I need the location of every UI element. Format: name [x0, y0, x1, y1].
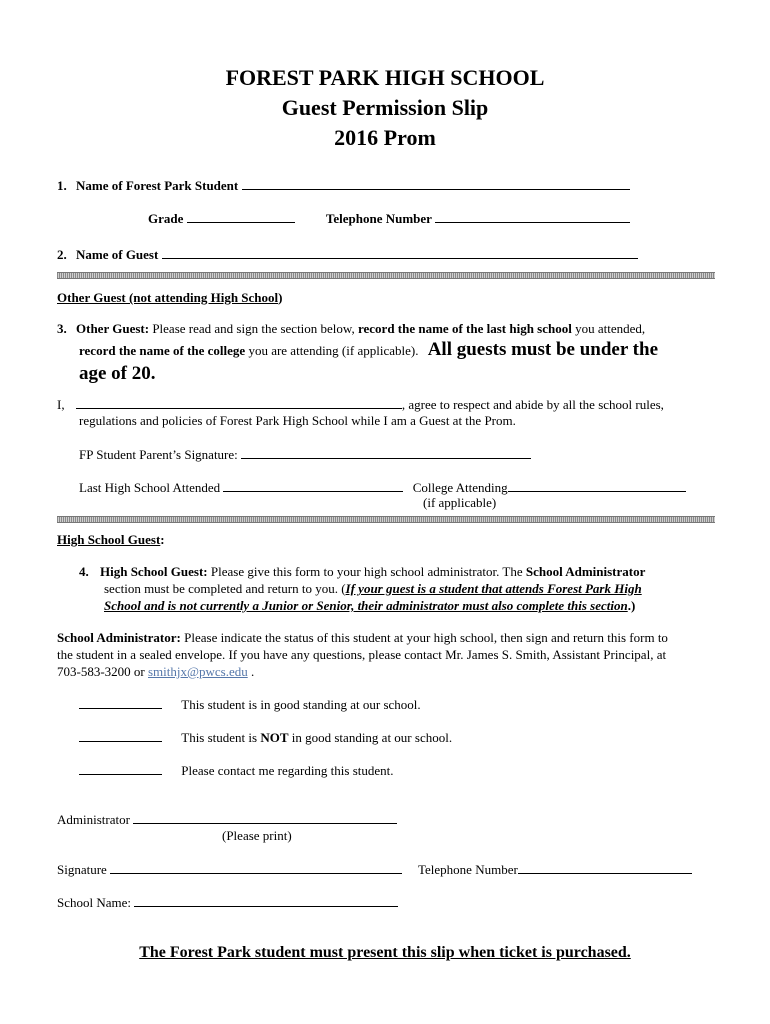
grade-field[interactable]: [187, 210, 295, 223]
school-name-row: [57, 894, 398, 911]
item-2-row: [57, 246, 638, 263]
parent-signature-row: [79, 446, 531, 463]
telephone-label: Telephone Number: [325, 211, 432, 226]
age-notice: All guests must be under the: [427, 339, 659, 360]
event-title: 2016 Prom: [334, 125, 436, 150]
item-3-line-1: 3. Other Guest: Please read and sign the section below, record the name of the last high school you attended,: [57, 321, 646, 336]
other-guest-heading: Other Guest (not attending High School): [57, 290, 283, 305]
parent-signature-label: FP Student Parent’s Signature:: [79, 447, 238, 462]
other-guest-lead: Other Guest:: [76, 321, 150, 336]
guest-name-label: Name of Guest: [76, 247, 159, 262]
school-name: FOREST PARK HIGH SCHOOL: [225, 65, 545, 90]
signature-row: [57, 861, 402, 878]
item-4-line-2: section must be completed and return to you. (If your guest is a student that attends Forest Park High: [104, 581, 642, 596]
item-4-line-1: 4. High School Guest: Please give this form to your high school administrator. The School Administrator: [79, 564, 646, 579]
status-check-field[interactable]: [79, 729, 162, 742]
status-option-contact: Please contact me regarding this student.: [79, 762, 394, 779]
guest-printed-name-field[interactable]: [76, 396, 402, 409]
i-label: I,: [57, 397, 65, 412]
status-check-field[interactable]: [79, 762, 162, 775]
please-print-note: (Please print): [222, 828, 292, 843]
college-field[interactable]: [508, 479, 686, 492]
section-divider: [57, 516, 715, 523]
age-notice-cont: age of 20.: [79, 363, 156, 384]
admin-paragraph-line-2: the student in a sealed envelope. If you have any questions, please contact Mr. James S. Smith, Assistant Principal, at: [57, 647, 667, 662]
administrator-name-field[interactable]: [133, 811, 397, 824]
item-4-line-3: School and is not currently a Junior or Senior, their administrator must also complete this section.): [104, 598, 636, 613]
administrator-signature-field[interactable]: [110, 861, 402, 874]
item-number: 1.: [57, 178, 67, 193]
form-title: Guest Permission Slip: [281, 95, 489, 120]
student-name-label: Name of Forest Park Student: [76, 178, 239, 193]
item-number: 3.: [57, 321, 67, 336]
last-high-school-row: [79, 479, 686, 496]
high-school-guest-heading: High School Guest:: [57, 532, 165, 547]
last-high-school-field[interactable]: [223, 479, 403, 492]
school-name-field[interactable]: [134, 894, 398, 907]
administrator-row: [57, 811, 397, 828]
admin-paragraph-line-1: School Administrator: Please indicate the status of this student at your high school, then sign and return this form to: [57, 630, 668, 645]
administrator-label: Administrator: [57, 812, 130, 827]
item-number: 2.: [57, 247, 67, 262]
status-check-field[interactable]: [79, 696, 162, 709]
admin-telephone-label: Telephone Number: [418, 862, 518, 877]
grade-row: [148, 210, 630, 227]
telephone-field[interactable]: [435, 210, 630, 223]
guest-name-field[interactable]: [162, 246, 638, 259]
contact-email-link[interactable]: smithjx@pwcs.edu: [148, 664, 248, 679]
status-option-not-good: This student is NOT in good standing at our school.: [79, 729, 452, 746]
grade-label: Grade: [148, 211, 184, 226]
signature-label: Signature: [57, 862, 107, 877]
item-1-row: [57, 177, 630, 194]
admin-paragraph-line-3: 703-583-3200 or smithjx@pwcs.edu .: [57, 664, 255, 679]
last-high-school-label: Last High School Attended: [79, 480, 221, 495]
parent-signature-field[interactable]: [241, 446, 531, 459]
section-divider: [57, 272, 715, 279]
student-name-field[interactable]: [242, 177, 630, 190]
admin-telephone-row: [418, 861, 692, 878]
status-option-good: This student is in good standing at our school.: [79, 696, 421, 713]
agreement-line-1: I, , agree to respect and abide by all the school rules,: [57, 397, 664, 412]
school-name-label: School Name:: [57, 895, 132, 910]
admin-telephone-field[interactable]: [518, 861, 692, 874]
item-3-line-2: record the name of the college you are attending (if applicable). All guests must be under the: [79, 339, 659, 360]
item-number: 4.: [79, 564, 89, 579]
if-applicable-note: (if applicable): [423, 495, 497, 510]
footer-notice: The Forest Park student must present this slip when ticket is purchased.: [139, 944, 631, 961]
agreement-line-2: regulations and policies of Forest Park High School while I am a Guest at the Prom.: [79, 413, 516, 428]
college-label: College Attending: [412, 480, 508, 495]
